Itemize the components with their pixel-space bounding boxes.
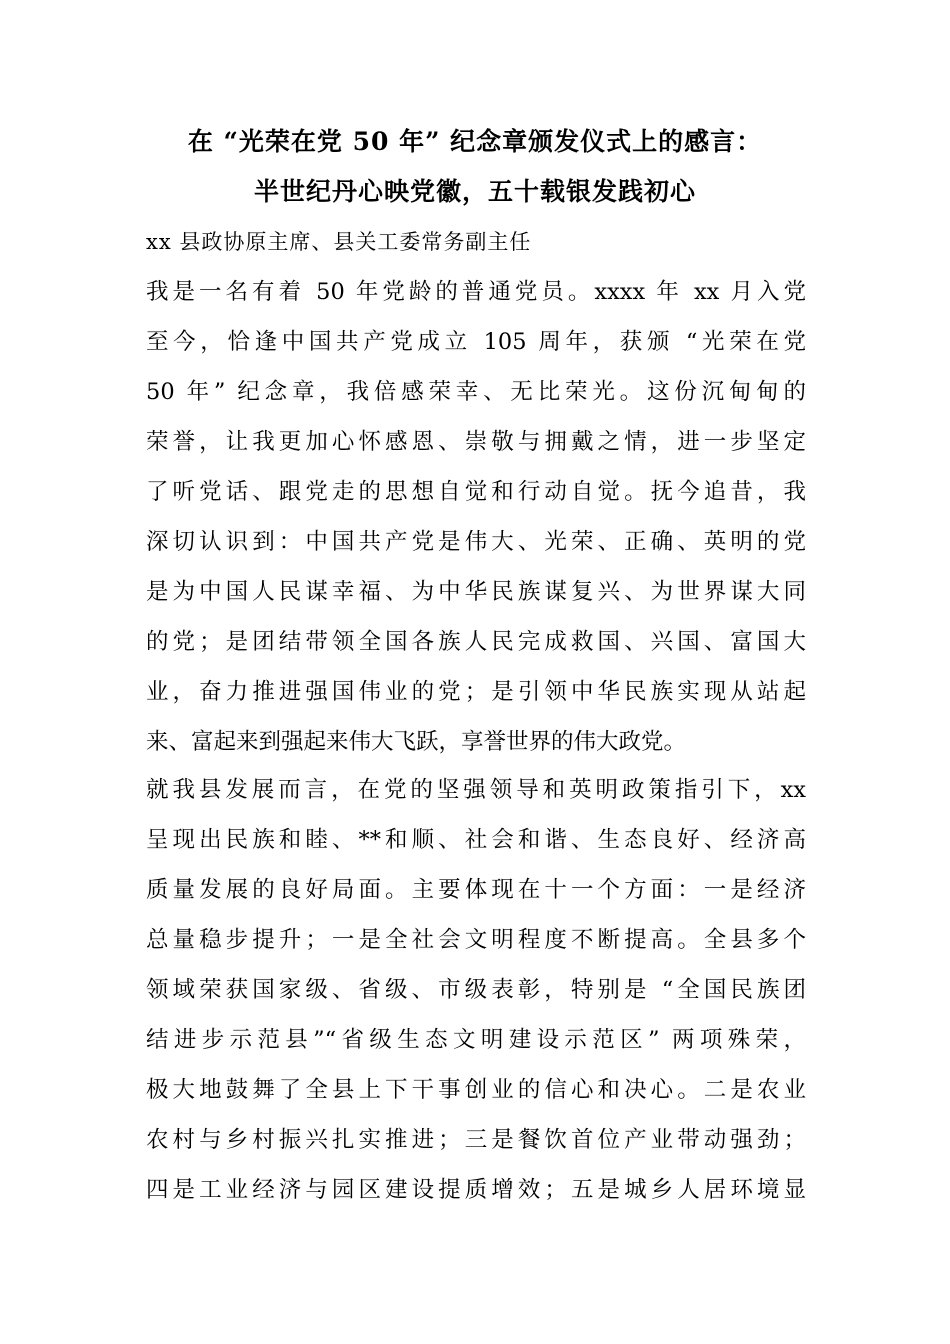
paragraph-line: 结进步示范县”“省级生态文明建设示范区” 两项殊荣， (146, 1027, 806, 1053)
paragraph-line: 四是工业经济与园区建设提质增效；五是城乡人居环境显 (146, 1177, 806, 1203)
paragraph-line: 是为中国人民谋幸福、为中华民族谋复兴、为世界谋大同 (146, 579, 806, 605)
paragraph-line: 来、富起来到强起来伟大飞跃，享誉世界的伟大政党。 (146, 729, 687, 755)
paragraph-line: 的党；是团结带领全国各族人民完成救国、兴国、富国大 (146, 629, 806, 655)
paragraph-2 (146, 772, 806, 1222)
paragraph-line: 我是一名有着 50 年党龄的普通党员。xxxx 年 xx 月入党 (146, 279, 806, 305)
paragraph-line: 50 年” 纪念章，我倍感荣幸、无比荣光。这份沉甸甸的 (146, 379, 806, 405)
paragraph-line: 质量发展的良好局面。主要体现在十一个方面：一是经济 (146, 877, 806, 903)
document-title-line-2: 半世纪丹心映党徽，五十载银发践初心 (253, 177, 696, 206)
paragraph-line: 至今，恰逢中国共产党成立 105 周年，获颁 “光荣在党 (146, 329, 806, 355)
paragraph-line: 荣誉，让我更加心怀感恩、崇敬与拥戴之情，进一步坚定 (146, 429, 806, 455)
paragraph-line: 极大地鼓舞了全县上下干事创业的信心和决心。二是农业 (146, 1077, 806, 1103)
paragraph-line: 业，奋力推进强国伟业的党；是引领中华民族实现从站起 (146, 679, 806, 705)
paragraph-1 (146, 274, 806, 774)
paragraph-line: 呈现出民族和睦、**和顺、社会和谐、生态良好、经济高 (146, 827, 806, 853)
paragraph-line: 总量稳步提升；一是全社会文明程度不断提高。全县多个 (146, 927, 806, 953)
paragraph-line: 领域荣获国家级、省级、市级表彰，特别是 “全国民族团 (146, 977, 806, 1003)
author-line: xx 县政协原主席、县关工委常务副主任 (146, 230, 532, 254)
paragraph-line: 深切认识到：中国共产党是伟大、光荣、正确、英明的党 (146, 529, 806, 555)
document-title-line-1: 在 “光荣在党 50 年” 纪念章颁发仪式上的感言： (187, 127, 763, 156)
paragraph-line: 就我县发展而言，在党的坚强领导和英明政策指引下，xx (146, 777, 806, 803)
paragraph-line: 农村与乡村振兴扎实推进；三是餐饮首位产业带动强劲； (146, 1127, 806, 1153)
paragraph-line: 了听党话、跟党走的思想自觉和行动自觉。抚今追昔，我 (146, 479, 806, 505)
